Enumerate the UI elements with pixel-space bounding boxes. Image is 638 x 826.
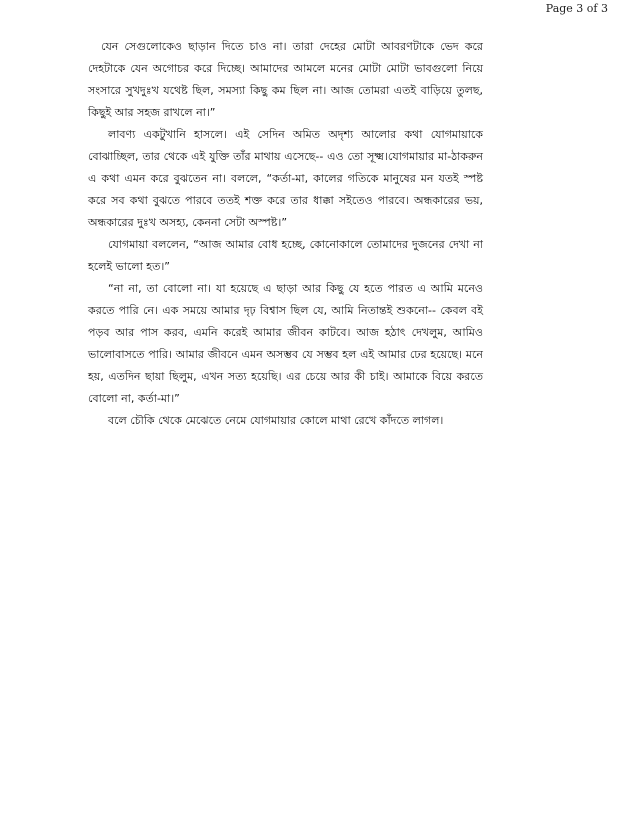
paragraph: যোগমায়া বললেন, “আজ আমার বোধ হচ্ছে, কোনোকালে তোমাদের দুজনের দেখা না হলেই ভালো হত।” bbox=[88, 238, 483, 273]
page-number: Page 3 of 3 bbox=[545, 2, 608, 15]
paragraph: যেন সেগুলোকেও ছাড়ান দিতে চাও না। তারা দেহের মোটা আবরণটাকে ভেদ করে দেহটাকে যেন অগোচর করে দিচ্ছে। আমাদের আমলে মনের মোটা মোটা ভাবগুলো নিয়ে সংসারে সুখদুঃখ যথেষ্ট ছিল, সমস্যা কিছু কম ছিল না। আজ তোমরা এতই বাড়িয়ে তুলছ, কিছুই আর সহজ রাখলে না।” bbox=[88, 40, 483, 119]
paragraph: লাবণ্য একটুখানি হাসলে। এই সেদিন অমিত অদৃশ্য আলোর কথা যোগমায়াকে বোঝাচ্ছিল, তার থেকে এই যুক্তি তাঁর মাথায় এসেছে-- এও তো সূক্ষ্ম।যোগমায়ার মা-ঠাকরুন এ কথা এমন করে বুঝতেন না। বললে, “কর্তা-মা, কালের গতিকে মানুষের মন যতই স্পষ্ট করে সব কথা বুঝতে পারবে ততই শক্ত করে তার ধাক্কা সইতেও পারবে। অন্ধকারের ভয়, অন্ধকারের দুঃখ অসহ্য, কেননা সেটা অস্পষ্ট।” bbox=[88, 128, 483, 229]
document-body bbox=[88, 36, 483, 432]
paragraph: “না না, তা বোলো না। যা হয়েছে এ ছাড়া আর কিছু যে হতে পারত এ আমি মনেও করতে পারি নে। এক সময়ে আমার দৃঢ় বিশ্বাস ছিল যে, আমি নিতান্তই শুকনো-- কেবল বই পড়ব আর পাস করব, এমনি করেই আমার জীবন কাটবে। আজ হঠাৎ দেখলুম, আমিও ভালোবাসতে পারি। আমার জীবনে এমন অসম্ভব যে সম্ভব হল এই আমার ঢের হয়েছে। মনে হয়, এতদিন ছায়া ছিলুম, এখন সত্য হয়েছি। এর চেয়ে আর কী চাই। আমাকে বিয়ে করতে বোলো না, কর্তা-মা।” bbox=[88, 282, 483, 405]
paragraph: বলে চৌকি থেকে মেঝেতে নেমে যোগমায়ার কোলে মাথা রেখে কাঁদতে লাগল। bbox=[108, 414, 444, 427]
